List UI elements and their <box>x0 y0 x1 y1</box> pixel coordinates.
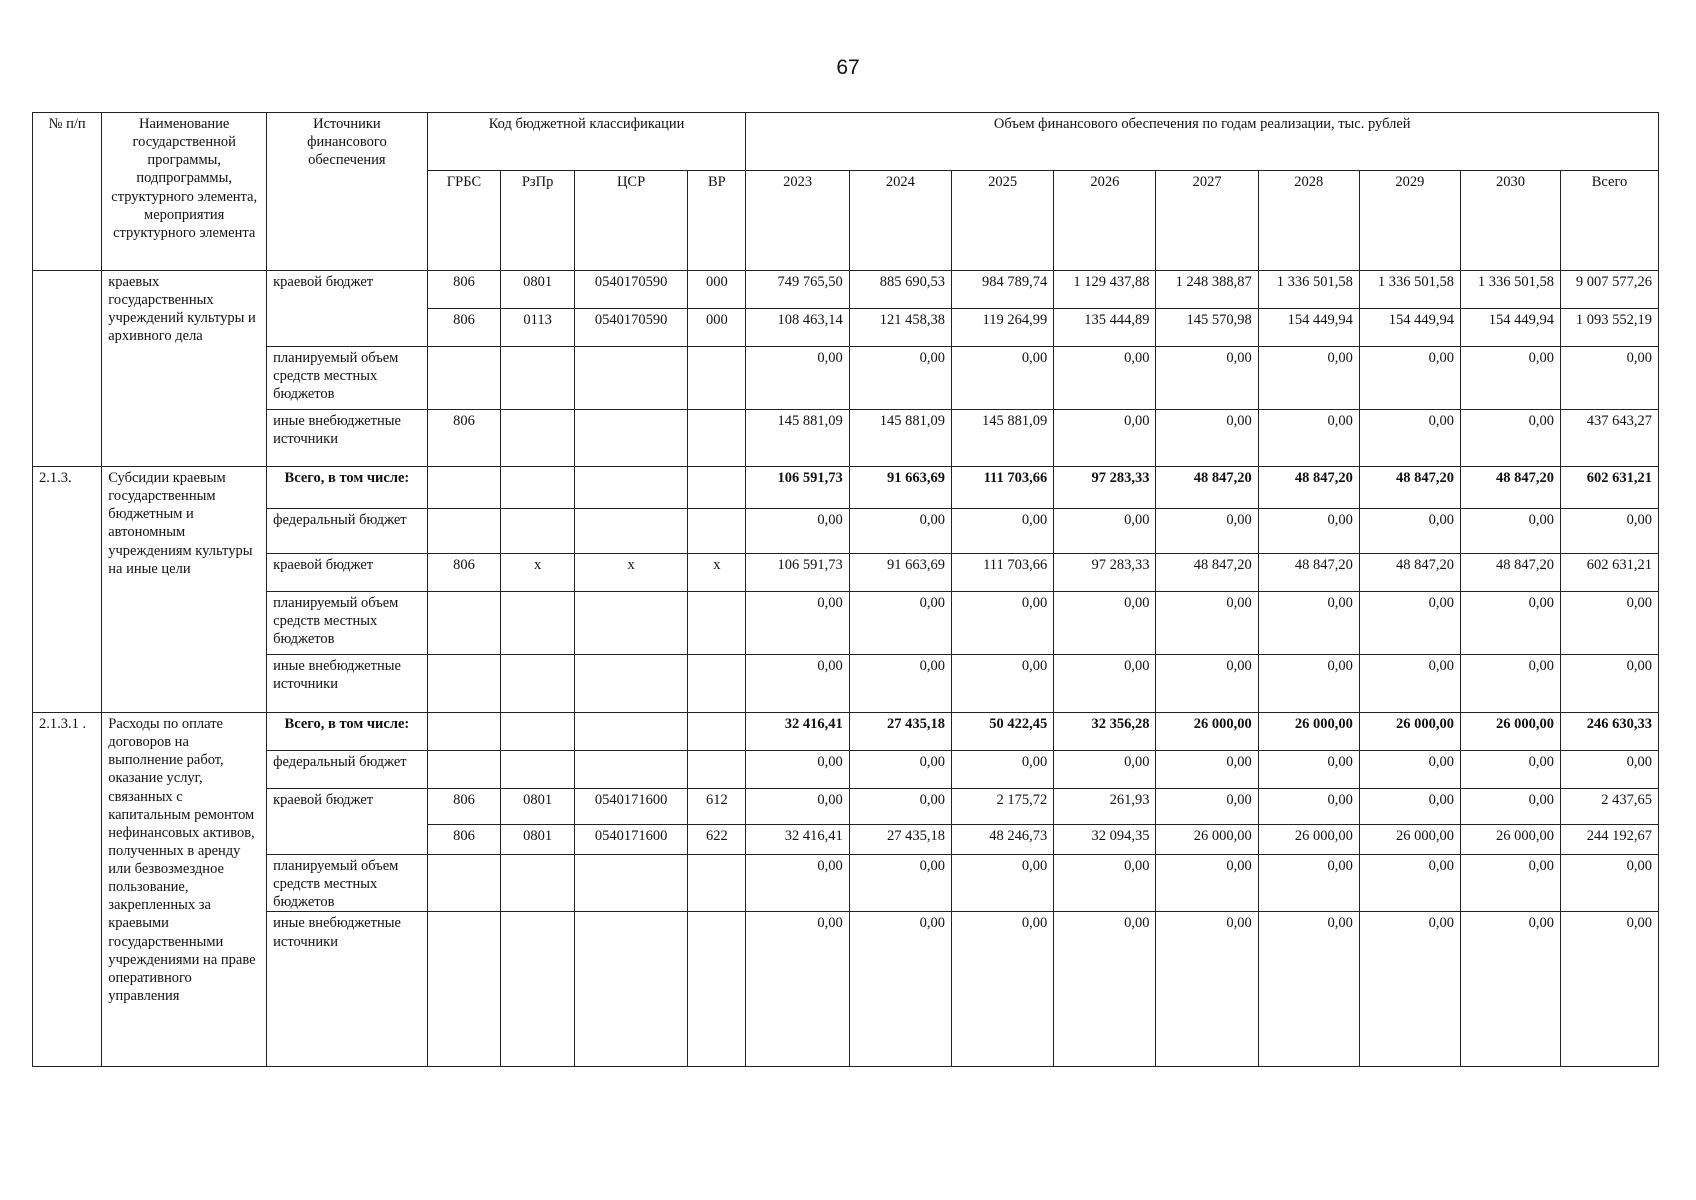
source-cell: федеральный бюджет <box>267 751 428 789</box>
value-cell: 111 703,66 <box>952 467 1054 509</box>
value-cell: 0,00 <box>849 751 951 789</box>
value-cell: 0,00 <box>849 789 951 825</box>
source-cell <box>267 825 428 855</box>
source-cell <box>267 309 428 347</box>
value-cell: 0,00 <box>1359 751 1460 789</box>
financing-table <box>32 112 1659 1067</box>
value-cell: 48 847,20 <box>1461 554 1561 592</box>
vr-cell <box>688 509 746 554</box>
value-cell: 0,00 <box>1258 410 1359 467</box>
total-cell: 1 093 552,19 <box>1561 309 1659 347</box>
value-cell: 0,00 <box>1461 592 1561 655</box>
grbs-cell: 806 <box>427 554 501 592</box>
value-cell: 48 847,20 <box>1359 554 1460 592</box>
total-cell: 0,00 <box>1561 751 1659 789</box>
total-cell: 0,00 <box>1561 592 1659 655</box>
csr-cell <box>574 347 687 410</box>
value-cell: 1 248 388,87 <box>1156 271 1258 309</box>
row-name: Субсидии краевым государственным бюджетным и автономным учреждениям культуры на иные цели <box>102 467 267 713</box>
table-row <box>33 751 1659 789</box>
value-cell: 261,93 <box>1054 789 1156 825</box>
value-cell: 26 000,00 <box>1359 825 1460 855</box>
vr-cell: 612 <box>688 789 746 825</box>
table-row <box>33 467 1659 509</box>
csr-cell <box>574 467 687 509</box>
value-cell: 0,00 <box>952 347 1054 410</box>
source-cell: планируемый объем средств местных бюджетов <box>267 347 428 410</box>
rzpr-cell <box>501 347 575 410</box>
row-name: краевых государственных учреждений культуры и архивного дела <box>102 271 267 467</box>
csr-cell <box>574 912 687 1067</box>
value-cell: 0,00 <box>1461 347 1561 410</box>
value-cell: 26 000,00 <box>1258 713 1359 751</box>
value-cell: 0,00 <box>1461 912 1561 1067</box>
csr-cell <box>574 509 687 554</box>
table-row <box>33 592 1659 655</box>
value-cell: 0,00 <box>1054 410 1156 467</box>
source-cell: иные внебюджетные источники <box>267 655 428 713</box>
year-header: 2027 <box>1156 171 1258 271</box>
value-cell: 32 416,41 <box>746 713 849 751</box>
value-cell: 0,00 <box>1258 592 1359 655</box>
value-cell: 0,00 <box>849 655 951 713</box>
value-cell: 135 444,89 <box>1054 309 1156 347</box>
table-row <box>33 509 1659 554</box>
grbs-header: ГРБС <box>427 171 501 271</box>
value-cell: 0,00 <box>1054 655 1156 713</box>
csr-cell: x <box>574 554 687 592</box>
value-cell: 145 570,98 <box>1156 309 1258 347</box>
source-cell: иные внебюджетные источники <box>267 410 428 467</box>
source-cell: федеральный бюджет <box>267 509 428 554</box>
value-cell: 2 175,72 <box>952 789 1054 825</box>
year-header: 2029 <box>1359 171 1460 271</box>
row-num: 2.1.3.1 . <box>33 713 102 1067</box>
value-cell: 0,00 <box>1258 509 1359 554</box>
source-cell: краевой бюджет <box>267 271 428 309</box>
vr-cell <box>688 410 746 467</box>
total-cell: 0,00 <box>1561 655 1659 713</box>
table-row <box>33 713 1659 751</box>
year-header: 2028 <box>1258 171 1359 271</box>
value-cell: 0,00 <box>1156 410 1258 467</box>
value-cell: 0,00 <box>952 509 1054 554</box>
value-cell: 0,00 <box>746 347 849 410</box>
value-cell: 48 847,20 <box>1156 467 1258 509</box>
row-num <box>33 271 102 467</box>
vr-cell: x <box>688 554 746 592</box>
col-num-header: № п/п <box>33 113 102 271</box>
value-cell: 0,00 <box>952 912 1054 1067</box>
value-cell: 0,00 <box>1258 347 1359 410</box>
total-cell: 602 631,21 <box>1561 467 1659 509</box>
year-header: 2026 <box>1054 171 1156 271</box>
col-source-header: Источники финансового обеспечения <box>267 113 428 271</box>
value-cell: 0,00 <box>952 655 1054 713</box>
rzpr-cell <box>501 410 575 467</box>
value-cell: 32 356,28 <box>1054 713 1156 751</box>
total-cell: 2 437,65 <box>1561 789 1659 825</box>
value-cell: 0,00 <box>952 751 1054 789</box>
value-cell: 0,00 <box>1054 912 1156 1067</box>
value-cell: 0,00 <box>1359 592 1460 655</box>
grbs-cell <box>427 347 501 410</box>
rzpr-cell <box>501 855 575 912</box>
value-cell: 48 847,20 <box>1461 467 1561 509</box>
value-cell: 26 000,00 <box>1156 825 1258 855</box>
value-cell: 1 336 501,58 <box>1461 271 1561 309</box>
value-cell: 0,00 <box>1461 789 1561 825</box>
value-cell: 885 690,53 <box>849 271 951 309</box>
csr-cell <box>574 655 687 713</box>
vr-cell: 000 <box>688 271 746 309</box>
value-cell: 0,00 <box>1258 912 1359 1067</box>
vr-cell <box>688 592 746 655</box>
rzpr-cell: 0801 <box>501 789 575 825</box>
rzpr-header: РзПр <box>501 171 575 271</box>
table-row <box>33 855 1659 912</box>
csr-cell: 0540171600 <box>574 825 687 855</box>
csr-cell <box>574 855 687 912</box>
value-cell: 0,00 <box>1359 410 1460 467</box>
value-cell: 0,00 <box>1359 789 1460 825</box>
value-cell: 26 000,00 <box>1359 713 1460 751</box>
value-cell: 32 094,35 <box>1054 825 1156 855</box>
csr-cell <box>574 592 687 655</box>
vr-cell <box>688 655 746 713</box>
value-cell: 0,00 <box>1359 509 1460 554</box>
grbs-cell <box>427 855 501 912</box>
value-cell: 0,00 <box>1359 347 1460 410</box>
total-cell: 0,00 <box>1561 347 1659 410</box>
source-cell: планируемый объем средств местных бюджетов <box>267 855 428 912</box>
vr-header: ВР <box>688 171 746 271</box>
vr-cell <box>688 912 746 1067</box>
total-cell: 246 630,33 <box>1561 713 1659 751</box>
value-cell: 0,00 <box>746 789 849 825</box>
value-cell: 111 703,66 <box>952 554 1054 592</box>
rzpr-cell <box>501 713 575 751</box>
value-cell: 32 416,41 <box>746 825 849 855</box>
value-cell: 48 246,73 <box>952 825 1054 855</box>
value-cell: 0,00 <box>1359 855 1460 912</box>
total-header: Всего <box>1561 171 1659 271</box>
table-row <box>33 410 1659 467</box>
value-cell: 0,00 <box>746 751 849 789</box>
table-row <box>33 271 1659 309</box>
value-cell: 0,00 <box>1258 655 1359 713</box>
total-cell: 602 631,21 <box>1561 554 1659 592</box>
value-cell: 0,00 <box>1156 592 1258 655</box>
value-cell: 26 000,00 <box>1258 825 1359 855</box>
grbs-cell <box>427 751 501 789</box>
value-cell: 0,00 <box>1461 751 1561 789</box>
value-cell: 0,00 <box>1054 592 1156 655</box>
value-cell: 1 336 501,58 <box>1359 271 1460 309</box>
value-cell: 91 663,69 <box>849 467 951 509</box>
value-cell: 145 881,09 <box>952 410 1054 467</box>
csr-cell <box>574 410 687 467</box>
vr-cell <box>688 347 746 410</box>
csr-cell <box>574 713 687 751</box>
table-row <box>33 789 1659 825</box>
value-cell: 97 283,33 <box>1054 554 1156 592</box>
table-row <box>33 825 1659 855</box>
grbs-cell <box>427 655 501 713</box>
vr-cell: 000 <box>688 309 746 347</box>
value-cell: 145 881,09 <box>746 410 849 467</box>
vr-cell: 622 <box>688 825 746 855</box>
rzpr-cell <box>501 592 575 655</box>
source-cell: краевой бюджет <box>267 554 428 592</box>
grbs-cell: 806 <box>427 410 501 467</box>
grbs-cell <box>427 713 501 751</box>
value-cell: 0,00 <box>1156 509 1258 554</box>
value-cell: 0,00 <box>1461 855 1561 912</box>
grbs-cell <box>427 509 501 554</box>
value-cell: 1 336 501,58 <box>1258 271 1359 309</box>
value-cell: 0,00 <box>746 912 849 1067</box>
value-cell: 0,00 <box>849 509 951 554</box>
rzpr-cell <box>501 467 575 509</box>
value-cell: 48 847,20 <box>1359 467 1460 509</box>
csr-header: ЦСР <box>574 171 687 271</box>
value-cell: 0,00 <box>1461 655 1561 713</box>
year-header: 2023 <box>746 171 849 271</box>
value-cell: 0,00 <box>746 592 849 655</box>
year-header: 2030 <box>1461 171 1561 271</box>
value-cell: 0,00 <box>1156 789 1258 825</box>
value-cell: 0,00 <box>1156 347 1258 410</box>
year-header: 2024 <box>849 171 951 271</box>
value-cell: 0,00 <box>1359 655 1460 713</box>
source-cell: Всего, в том числе: <box>267 467 428 509</box>
vr-cell <box>688 751 746 789</box>
value-cell: 0,00 <box>1054 751 1156 789</box>
value-cell: 0,00 <box>849 592 951 655</box>
value-cell: 145 881,09 <box>849 410 951 467</box>
value-cell: 0,00 <box>1461 410 1561 467</box>
value-cell: 27 435,18 <box>849 825 951 855</box>
source-cell: краевой бюджет <box>267 789 428 825</box>
header-row-1 <box>33 113 1659 171</box>
csr-cell: 0540171600 <box>574 789 687 825</box>
vr-cell <box>688 467 746 509</box>
value-cell: 154 449,94 <box>1258 309 1359 347</box>
value-cell: 26 000,00 <box>1156 713 1258 751</box>
rzpr-cell: x <box>501 554 575 592</box>
value-cell: 0,00 <box>746 855 849 912</box>
value-cell: 0,00 <box>1156 912 1258 1067</box>
value-cell: 106 591,73 <box>746 467 849 509</box>
rzpr-cell <box>501 655 575 713</box>
table-row <box>33 309 1659 347</box>
value-cell: 0,00 <box>1461 509 1561 554</box>
value-cell: 0,00 <box>1156 751 1258 789</box>
value-cell: 0,00 <box>849 347 951 410</box>
year-header: 2025 <box>952 171 1054 271</box>
value-cell: 97 283,33 <box>1054 467 1156 509</box>
value-cell: 0,00 <box>849 912 951 1067</box>
rzpr-cell <box>501 751 575 789</box>
value-cell: 50 422,45 <box>952 713 1054 751</box>
total-cell: 0,00 <box>1561 912 1659 1067</box>
value-cell: 26 000,00 <box>1461 825 1561 855</box>
value-cell: 0,00 <box>746 509 849 554</box>
value-cell: 0,00 <box>1054 855 1156 912</box>
csr-cell: 0540170590 <box>574 309 687 347</box>
value-cell: 91 663,69 <box>849 554 951 592</box>
value-cell: 749 765,50 <box>746 271 849 309</box>
value-cell: 0,00 <box>952 592 1054 655</box>
value-cell: 154 449,94 <box>1461 309 1561 347</box>
source-cell: Всего, в том числе: <box>267 713 428 751</box>
total-cell: 0,00 <box>1561 855 1659 912</box>
total-cell: 0,00 <box>1561 509 1659 554</box>
table-row <box>33 655 1659 713</box>
rzpr-cell: 0801 <box>501 825 575 855</box>
value-cell: 108 463,14 <box>746 309 849 347</box>
value-cell: 0,00 <box>952 855 1054 912</box>
value-cell: 0,00 <box>1258 855 1359 912</box>
table-row <box>33 347 1659 410</box>
rzpr-cell <box>501 912 575 1067</box>
value-cell: 0,00 <box>1258 789 1359 825</box>
source-cell: планируемый объем средств местных бюджетов <box>267 592 428 655</box>
table-row <box>33 912 1659 1067</box>
value-cell: 27 435,18 <box>849 713 951 751</box>
value-cell: 48 847,20 <box>1156 554 1258 592</box>
row-name: Расходы по оплате договоров на выполнение работ, оказание услуг, связанных с капитальным ремонтом нефинансовых активов, полученных в аренду или безвозмездное пользование, закрепленных за краевыми государственными учреждениями на праве оперативного управления <box>102 713 267 1067</box>
value-cell: 48 847,20 <box>1258 467 1359 509</box>
total-cell: 9 007 577,26 <box>1561 271 1659 309</box>
col-name-header: Наименование государственной программы, подпрограммы, структурного элемента, мероприятия структурного элемента <box>102 113 267 271</box>
grbs-cell: 806 <box>427 825 501 855</box>
grbs-cell: 806 <box>427 309 501 347</box>
value-cell: 0,00 <box>1156 855 1258 912</box>
value-cell: 0,00 <box>1054 509 1156 554</box>
vr-cell <box>688 713 746 751</box>
page-number: 67 <box>836 56 860 79</box>
total-cell: 437 643,27 <box>1561 410 1659 467</box>
csr-cell: 0540170590 <box>574 271 687 309</box>
code-group-header: Код бюджетной классификации <box>427 113 746 171</box>
value-cell: 48 847,20 <box>1258 554 1359 592</box>
value-cell: 106 591,73 <box>746 554 849 592</box>
value-cell: 0,00 <box>1258 751 1359 789</box>
row-num: 2.1.3. <box>33 467 102 713</box>
value-cell: 0,00 <box>1156 655 1258 713</box>
value-cell: 154 449,94 <box>1359 309 1460 347</box>
value-cell: 1 129 437,88 <box>1054 271 1156 309</box>
vr-cell <box>688 855 746 912</box>
grbs-cell: 806 <box>427 789 501 825</box>
value-cell: 119 264,99 <box>952 309 1054 347</box>
csr-cell <box>574 751 687 789</box>
value-cell: 0,00 <box>1054 347 1156 410</box>
rzpr-cell: 0113 <box>501 309 575 347</box>
grbs-cell <box>427 467 501 509</box>
grbs-cell <box>427 592 501 655</box>
total-cell: 244 192,67 <box>1561 825 1659 855</box>
value-cell: 26 000,00 <box>1461 713 1561 751</box>
grbs-cell: 806 <box>427 271 501 309</box>
value-cell: 0,00 <box>849 855 951 912</box>
grbs-cell <box>427 912 501 1067</box>
rzpr-cell: 0801 <box>501 271 575 309</box>
value-cell: 0,00 <box>746 655 849 713</box>
value-cell: 984 789,74 <box>952 271 1054 309</box>
value-cell: 0,00 <box>1359 912 1460 1067</box>
table-row <box>33 554 1659 592</box>
value-cell: 121 458,38 <box>849 309 951 347</box>
volume-group-header: Объем финансового обеспечения по годам реализации, тыс. рублей <box>746 113 1659 171</box>
source-cell: иные внебюджетные источники <box>267 912 428 1067</box>
rzpr-cell <box>501 509 575 554</box>
